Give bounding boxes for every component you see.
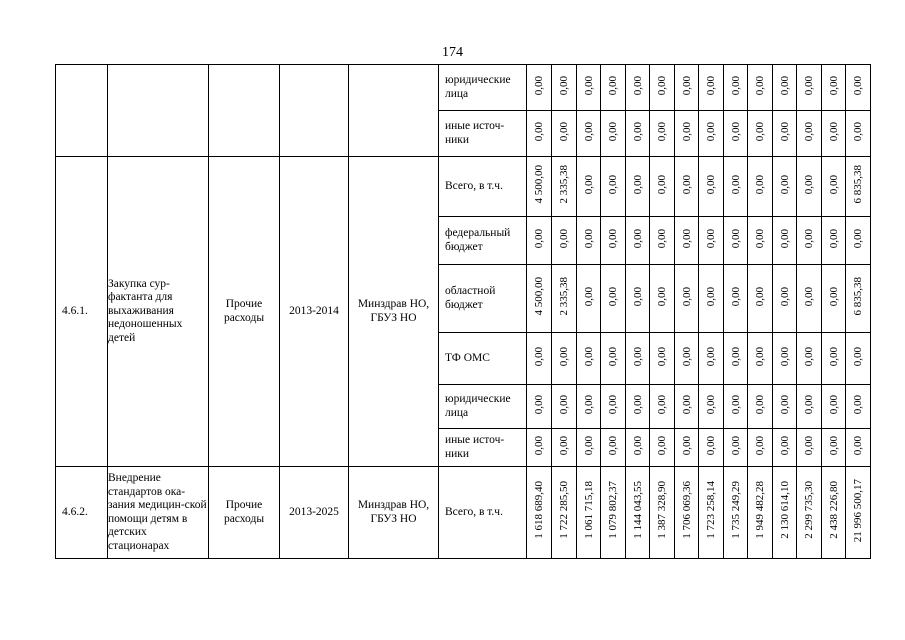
value-cell [577,467,601,559]
value-cell [797,265,822,333]
value-cell [601,111,626,157]
value-cell [748,385,773,429]
value-text: 0,00 [582,435,595,455]
value-text: 1 735 249,29 [729,481,742,540]
value-cell [773,265,797,333]
value-cell [797,429,822,467]
value-cell [797,333,822,385]
value-cell [650,65,675,111]
value-cell [577,217,601,265]
value-text: 0,00 [656,228,668,248]
value-text: 0,00 [754,121,766,141]
expense-type-cell: Прочие расходы [209,157,280,467]
value-text: 0,00 [827,174,840,194]
value-text: 0,00 [533,346,545,366]
value-text: 0,00 [852,435,864,455]
value-cell [797,385,822,429]
value-text: 0,00 [754,394,766,414]
value-text: 0,00 [705,228,717,248]
value-text: 6 835,38 [852,165,864,204]
value-cell [650,385,675,429]
value-cell [748,467,773,559]
value-cell [699,265,724,333]
value-text: 1 722 285,50 [558,481,570,540]
value-cell [552,385,577,429]
funding-source-cell: иные источ-ники [439,111,527,157]
value-text: 2 130 614,10 [778,481,791,540]
value-text: 0,00 [680,346,693,366]
value-cell [527,217,552,265]
value-text: 0,00 [778,121,791,141]
value-text: 0,00 [729,75,742,95]
value-cell [724,385,748,429]
value-text: 0,00 [533,435,545,455]
value-cell [846,333,871,385]
value-cell [724,429,748,467]
table-row [56,467,871,559]
value-cell [748,157,773,217]
value-text: 0,00 [827,121,840,141]
value-cell [797,467,822,559]
value-text: 0,00 [656,75,668,95]
value-text: 0,00 [778,346,791,366]
value-text: 0,00 [803,174,815,194]
item-name-cell: Закупка сур-фактанта для выхаживания недоношенных детей [108,157,209,467]
value-text: 0,00 [607,121,619,141]
value-text: 1 387 328,90 [656,481,668,540]
value-text: 0,00 [803,435,815,455]
value-cell [577,429,601,467]
value-text: 0,00 [533,394,545,414]
table-body [56,65,871,559]
value-cell [724,65,748,111]
value-text: 0,00 [705,435,717,455]
value-text: 0,00 [827,394,840,414]
value-text: 2 335,38 [558,165,570,204]
value-cell [773,429,797,467]
value-text: 0,00 [680,174,693,194]
value-text: 0,00 [582,286,595,306]
value-cell [626,157,650,217]
value-cell [577,111,601,157]
value-text: 0,00 [607,228,619,248]
value-cell [675,157,699,217]
value-cell [748,111,773,157]
value-cell [552,467,577,559]
value-cell [675,217,699,265]
value-cell [846,429,871,467]
value-text: 0,00 [607,435,619,455]
value-cell [527,157,552,217]
value-text: 1 061 715,18 [582,481,595,540]
value-cell [846,111,871,157]
value-text: 0,00 [729,121,742,141]
value-text: 0,00 [803,121,815,141]
value-cell [822,265,846,333]
value-text: 0,00 [852,346,864,366]
item-number-cell: 4.6.1. [56,157,108,467]
value-cell [675,333,699,385]
value-cell [846,265,871,333]
value-text: 0,00 [533,75,545,95]
value-text: 0,00 [656,394,668,414]
value-text: 1 618 689,40 [533,481,545,540]
value-text: 0,00 [631,121,644,141]
value-cell [577,385,601,429]
value-text: 0,00 [778,75,791,95]
value-text: 0,00 [680,228,693,248]
value-text: 0,00 [631,435,644,455]
value-cell [577,157,601,217]
value-text: 0,00 [803,75,815,95]
table-row [56,65,871,111]
value-text: 0,00 [680,394,693,414]
value-text: 0,00 [607,75,619,95]
value-cell [846,65,871,111]
value-text: 0,00 [729,435,742,455]
value-cell [626,467,650,559]
value-cell [773,217,797,265]
value-cell [699,467,724,559]
value-cell [724,217,748,265]
value-cell [650,157,675,217]
value-cell [552,111,577,157]
value-cell [650,111,675,157]
value-text: 0,00 [852,394,864,414]
value-text: 0,00 [778,228,791,248]
value-text: 0,00 [656,346,668,366]
value-text: 0,00 [705,346,717,366]
value-text: 0,00 [558,346,570,366]
value-cell [527,333,552,385]
value-cell [675,65,699,111]
value-text: 0,00 [803,228,815,248]
value-cell [797,111,822,157]
value-cell [601,265,626,333]
value-cell [822,429,846,467]
value-cell [822,467,846,559]
value-text: 0,00 [705,174,717,194]
value-cell [626,217,650,265]
funding-source-cell: юридические лица [439,65,527,111]
years-cell [280,65,349,157]
value-text: 0,00 [631,394,644,414]
value-cell [724,111,748,157]
value-text: 0,00 [852,228,864,248]
value-text: 0,00 [729,174,742,194]
item-number-cell: 4.6.2. [56,467,108,559]
value-cell [699,217,724,265]
value-text: 1 706 069,36 [680,481,693,540]
value-text: 2 299 735,30 [803,481,815,540]
value-text: 0,00 [705,121,717,141]
value-text: 0,00 [705,394,717,414]
item-number-cell [56,65,108,157]
value-cell [675,385,699,429]
value-text: 1 144 043,55 [631,481,644,540]
value-cell [626,111,650,157]
value-cell [552,333,577,385]
value-text: 0,00 [705,75,717,95]
value-cell [724,157,748,217]
value-text: 0,00 [754,174,766,194]
value-cell [797,157,822,217]
value-cell [650,217,675,265]
value-text: 0,00 [827,346,840,366]
value-text: 0,00 [607,346,619,366]
value-cell [773,157,797,217]
value-text: 0,00 [582,346,595,366]
value-cell [527,265,552,333]
years-cell: 2013-2014 [280,157,349,467]
value-cell [773,385,797,429]
value-text: 1 079 802,37 [607,481,619,540]
value-cell [650,265,675,333]
funding-source-cell: Всего, в т.ч. [439,467,527,559]
funding-source-cell: областной бюджет [439,265,527,333]
funding-source-cell: федеральный бюджет [439,217,527,265]
value-cell [675,111,699,157]
value-cell [724,467,748,559]
expense-type-cell: Прочие расходы [209,467,280,559]
funding-source-cell: Всего, в т.ч. [439,157,527,217]
value-cell [601,65,626,111]
value-cell [846,157,871,217]
value-cell [577,265,601,333]
value-text: 0,00 [729,286,742,306]
value-cell [797,65,822,111]
value-cell [773,467,797,559]
value-cell [601,157,626,217]
executor-cell [349,65,439,157]
value-cell [675,467,699,559]
executor-cell: Минздрав НО, ГБУЗ НО [349,467,439,559]
value-text: 0,00 [680,286,693,306]
value-text: 0,00 [607,174,619,194]
value-text: 0,00 [852,121,864,141]
value-cell [527,385,552,429]
page-number: 174 [442,45,463,60]
value-text: 0,00 [631,174,644,194]
value-text: 0,00 [778,394,791,414]
value-cell [773,65,797,111]
value-cell [626,333,650,385]
value-text: 0,00 [754,435,766,455]
value-cell [552,157,577,217]
value-text: 0,00 [607,394,619,414]
value-cell [650,429,675,467]
value-text: 0,00 [558,394,570,414]
value-cell [601,333,626,385]
value-text: 0,00 [852,75,864,95]
value-cell [650,333,675,385]
value-text: 0,00 [631,228,644,248]
value-cell [626,429,650,467]
value-text: 0,00 [778,435,791,455]
value-text: 0,00 [754,286,766,306]
value-text: 0,00 [631,286,644,306]
value-text: 0,00 [827,286,840,306]
budget-table [55,64,871,559]
value-cell [601,467,626,559]
value-text: 0,00 [656,174,668,194]
value-cell [699,385,724,429]
value-text: 4 500,00 [533,277,545,316]
value-text: 0,00 [656,435,668,455]
value-text: 6 835,38 [852,277,864,316]
value-text: 4 500,00 [533,165,545,204]
value-cell [699,429,724,467]
value-cell [699,157,724,217]
value-text: 0,00 [729,228,742,248]
value-text: 0,00 [558,75,570,95]
value-cell [822,385,846,429]
value-text: 0,00 [803,346,815,366]
value-cell [527,467,552,559]
value-cell [822,217,846,265]
expense-type-cell [209,65,280,157]
value-text: 0,00 [827,75,840,95]
value-text: 2 438 226,80 [827,481,840,540]
value-cell [822,333,846,385]
value-cell [773,111,797,157]
value-cell [699,111,724,157]
value-cell [552,217,577,265]
value-cell [552,265,577,333]
value-cell [527,429,552,467]
value-cell [822,65,846,111]
executor-cell: Минздрав НО, ГБУЗ НО [349,157,439,467]
value-cell [675,265,699,333]
value-text: 0,00 [631,346,644,366]
table-row [56,157,871,217]
funding-source-cell: ТФ ОМС [439,333,527,385]
value-text: 0,00 [533,121,545,141]
value-text: 0,00 [803,286,815,306]
value-cell [822,111,846,157]
value-cell [748,429,773,467]
value-cell [552,429,577,467]
value-text: 0,00 [582,174,595,194]
value-cell [527,111,552,157]
value-text: 0,00 [680,75,693,95]
value-cell [724,265,748,333]
value-text: 0,00 [558,228,570,248]
value-text: 0,00 [607,286,619,306]
value-text: 0,00 [729,346,742,366]
value-text: 0,00 [656,121,668,141]
value-cell [577,65,601,111]
item-name-cell: Внедрение стандартов ока-зания медицин-ской помощи детям в детских стационарах [108,467,209,559]
value-text: 0,00 [827,435,840,455]
value-text: 0,00 [754,346,766,366]
value-text: 0,00 [631,75,644,95]
value-cell [675,429,699,467]
value-cell [527,65,552,111]
item-name-cell [108,65,209,157]
value-cell [699,333,724,385]
value-text: 0,00 [827,228,840,248]
value-cell [552,65,577,111]
funding-source-cell: иные источ-ники [439,429,527,467]
value-cell [626,265,650,333]
value-cell [650,467,675,559]
value-text: 0,00 [558,435,570,455]
value-cell [748,333,773,385]
value-text: 0,00 [778,286,791,306]
value-cell [846,217,871,265]
value-cell [846,385,871,429]
value-cell [724,333,748,385]
value-text: 0,00 [582,121,595,141]
value-text: 0,00 [558,121,570,141]
value-cell [822,157,846,217]
value-text: 1 723 258,14 [705,481,717,540]
years-cell: 2013-2025 [280,467,349,559]
value-cell [748,265,773,333]
value-text: 0,00 [803,394,815,414]
value-text: 1 949 482,28 [754,481,766,540]
value-cell [773,333,797,385]
value-cell [626,65,650,111]
value-text: 0,00 [656,286,668,306]
value-text: 0,00 [729,394,742,414]
value-cell [748,217,773,265]
value-text: 0,00 [778,174,791,194]
value-text: 0,00 [680,121,693,141]
value-cell [601,385,626,429]
value-text: 0,00 [582,228,595,248]
value-text: 0,00 [754,75,766,95]
value-cell [748,65,773,111]
value-text: 0,00 [533,228,545,248]
value-cell [797,217,822,265]
value-cell [699,65,724,111]
value-text: 0,00 [680,435,693,455]
value-cell [577,333,601,385]
value-cell [601,217,626,265]
value-cell [626,385,650,429]
value-text: 0,00 [754,228,766,248]
value-cell [846,467,871,559]
value-text: 2 335,38 [558,277,570,316]
funding-source-cell: юридические лица [439,385,527,429]
value-text: 21 996 500,17 [852,478,864,542]
value-text: 0,00 [582,75,595,95]
value-cell [601,429,626,467]
value-text: 0,00 [582,394,595,414]
value-text: 0,00 [705,286,717,306]
